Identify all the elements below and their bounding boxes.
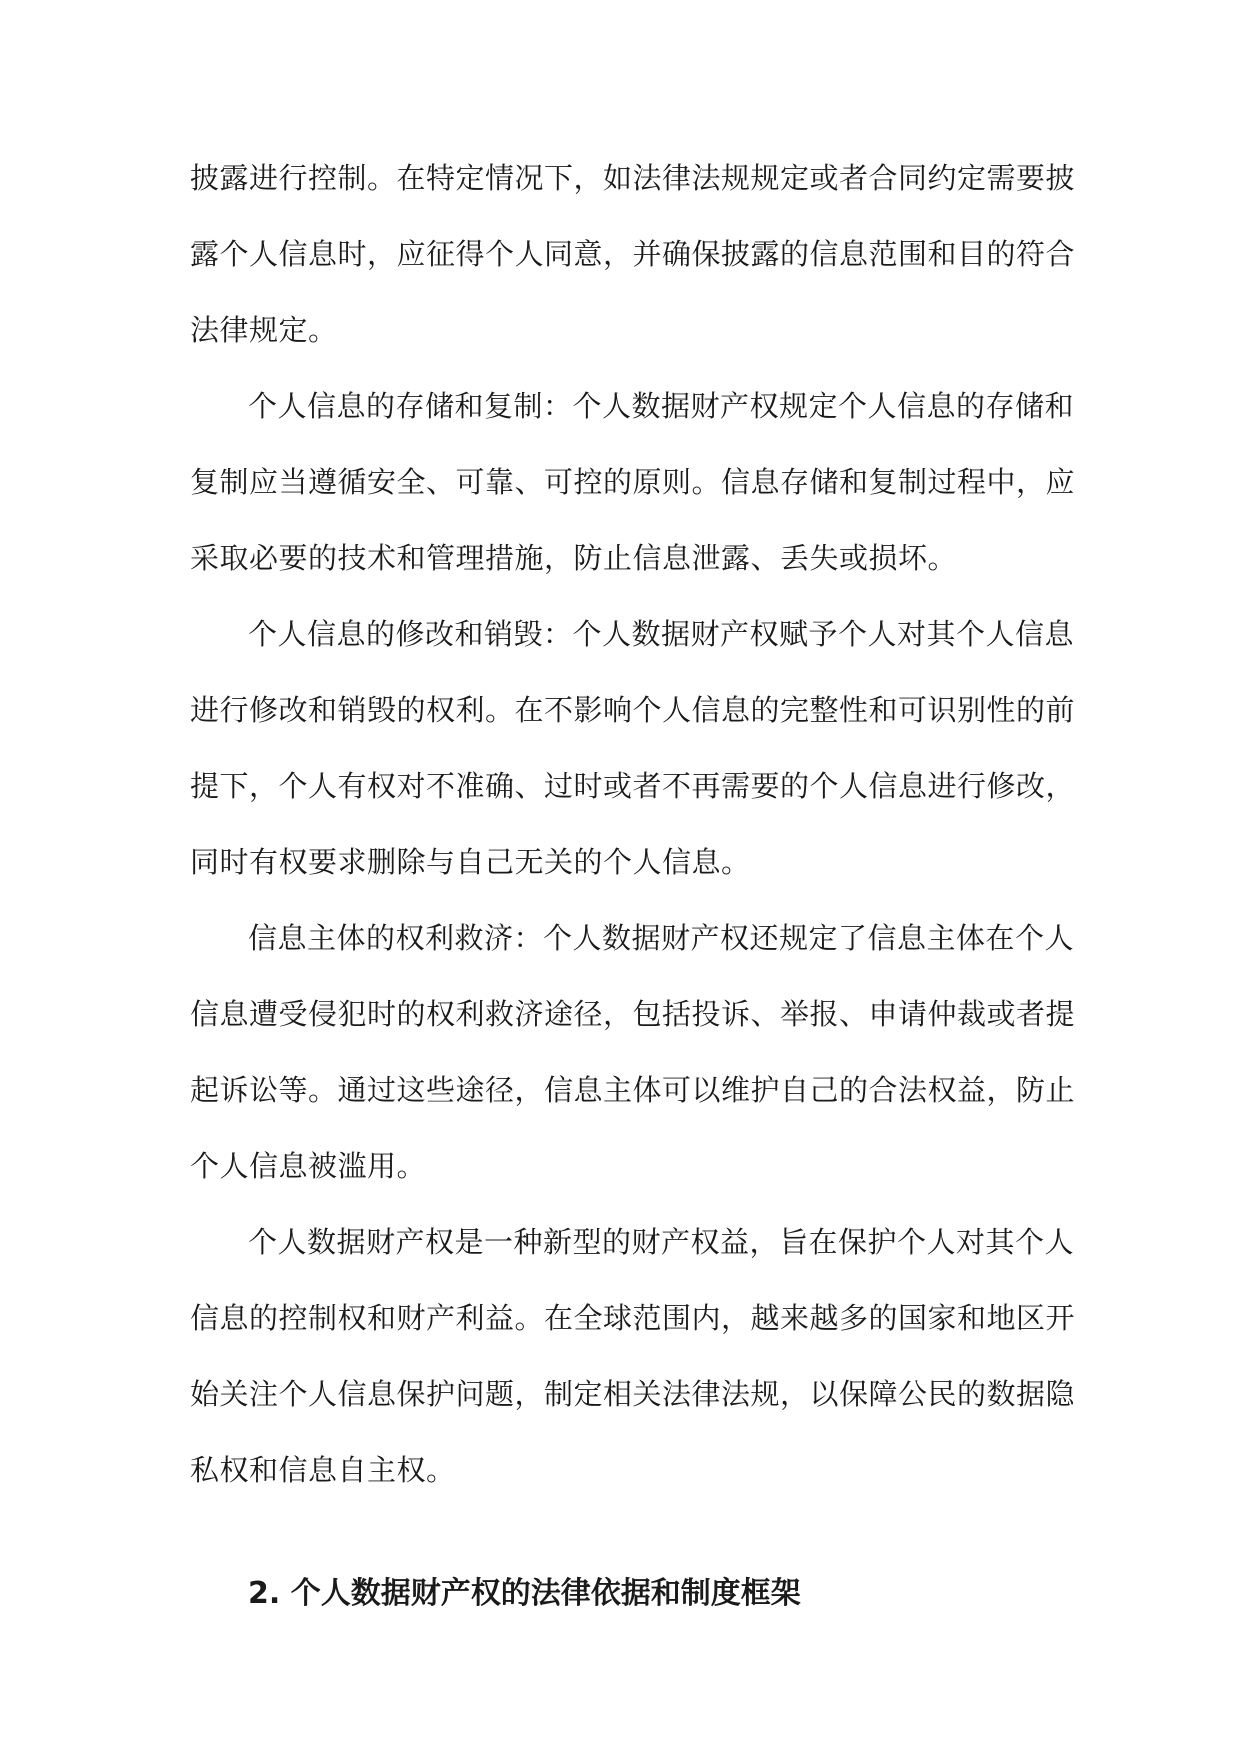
text-line: 个人信息的存储和复制：个人数据财产权规定个人信息的存储和: [248, 389, 1075, 423]
text-line: 起诉讼等。通过这些途径，信息主体可以维护自己的合法权益，防止: [190, 1073, 1076, 1107]
text-line: 采取必要的技术和管理措施，防止信息泄露、丢失或损坏。: [190, 541, 958, 575]
text-line: 复制应当遵循安全、可靠、可控的原则。信息存储和复制过程中，应: [190, 465, 1076, 499]
paragraph: [190, 140, 1076, 368]
text-line: 披露进行控制。在特定情况下，如法律法规规定或者合同约定需要披: [190, 161, 1076, 195]
text-line: 信息遭受侵犯时的权利救济途径，包括投诉、举报、申请仲裁或者提: [190, 997, 1076, 1031]
text-line: 信息的控制权和财产利益。在全球范围内，越来越多的国家和地区开: [190, 1301, 1076, 1335]
text-line: 始关注个人信息保护问题，制定相关法律法规，以保障公民的数据隐: [190, 1377, 1076, 1411]
text-line: 个人信息的修改和销毁：个人数据财产权赋予个人对其个人信息: [248, 617, 1075, 651]
text-line: 提下，个人有权对不准确、过时或者不再需要的个人信息进行修改，: [190, 769, 1076, 803]
section-heading: 2. 个人数据财产权的法律依据和制度框架: [248, 1576, 801, 1611]
paragraph: [190, 900, 1076, 1204]
text-line: 同时有权要求删除与自己无关的个人信息。: [190, 845, 751, 879]
text-line: 露个人信息时，应征得个人同意，并确保披露的信息范围和目的符合: [190, 237, 1076, 271]
text-line: 法律规定。: [190, 313, 338, 347]
paragraph: [190, 368, 1076, 596]
text-line: 个人数据财产权是一种新型的财产权益，旨在保护个人对其个人: [248, 1225, 1075, 1259]
text-line: 个人信息被滥用。: [190, 1149, 427, 1183]
paragraph: [190, 1204, 1076, 1508]
text-line: 私权和信息自主权。: [190, 1453, 456, 1487]
document-page: [190, 140, 1076, 1632]
text-line: 进行修改和销毁的权利。在不影响个人信息的完整性和可识别性的前: [190, 693, 1076, 727]
paragraph: [190, 596, 1076, 900]
text-line: 信息主体的权利救济：个人数据财产权还规定了信息主体在个人: [248, 921, 1075, 955]
